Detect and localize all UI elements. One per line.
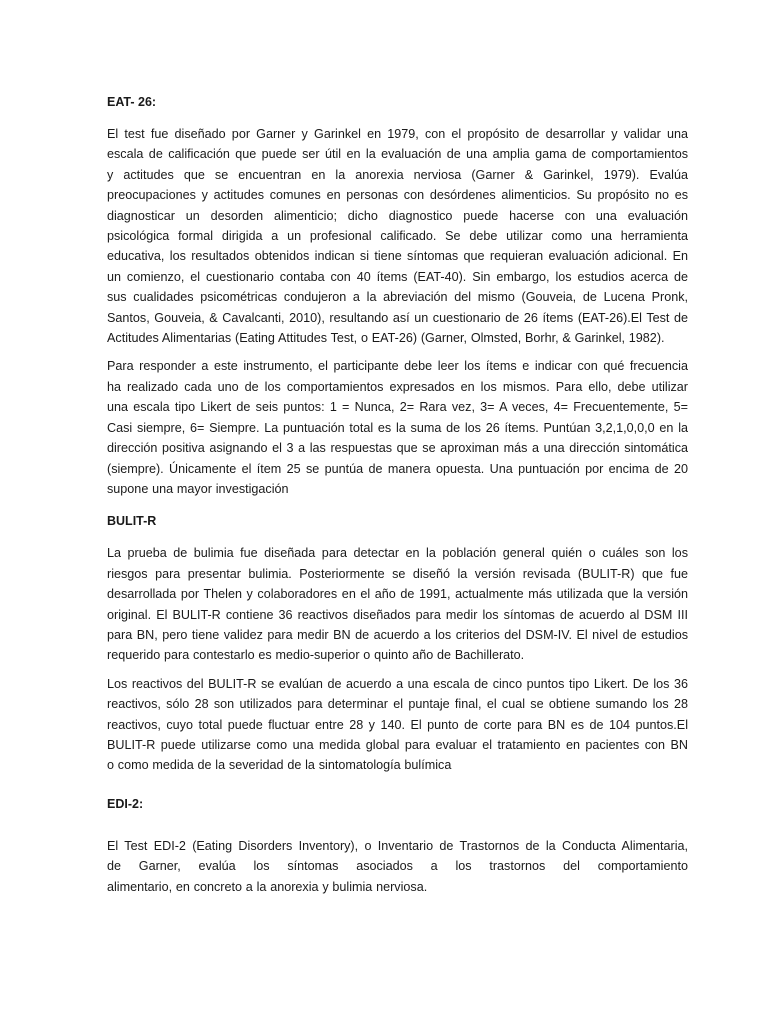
text-line: El test fue diseñado por Garner y Garinkel en 1979, con el propósito de desarrollar y validar una	[107, 127, 688, 141]
text-line: reactivos, sólo 28 son utilizados para determinar el puntaje final, el cual se obtiene sumando los 28	[107, 697, 688, 712]
text-line: psicológica formal dirigida a un profesional calificado. Se debe utilizar como una herramienta	[107, 229, 688, 244]
text-line: Los reactivos del BULIT-R se evalúan de acuerdo a una escala de cinco puntos tipo Likert. De los 36	[107, 676, 688, 691]
text-line: escala de calificación que puede ser útil en la evaluación de una amplia gama de comportamientos	[107, 147, 688, 162]
text-line: reactivos, cuyo total puede fluctuar entre 28 y 140. El punto de corte para BN es de 104 puntos.El	[107, 717, 688, 732]
text-line: de Garner, evalúa los síntomas asociados a los trastornos del comportamiento	[107, 859, 688, 874]
text-line: Para responder a este instrumento, el participante debe leer los ítems e indicar con qué frecuencia	[107, 359, 688, 374]
text-line: riesgos para presentar bulimia. Posteriormente se diseñó la versión revisada (BULIT-R) que fue	[107, 566, 688, 581]
section-heading-eat26: EAT- 26:	[107, 95, 157, 109]
text-line: educativa, los resultados obtenidos indican si tiene síntomas que requieran evaluación adicional. En	[107, 249, 688, 264]
text-line: (siempre). Únicamente el ítem 25 se puntúa de manera opuesta. Una puntuación por encima de 20	[107, 461, 688, 476]
text-line: Casi siempre, 6= Siempre. La puntuación total es la suma de los 26 ítems. Puntúan 3,2,1,0,0,0 en la	[107, 420, 688, 435]
text-line: BULIT-R puede utilizarse como una medida global para evaluar el tratamiento en pacientes con BN	[107, 737, 688, 752]
text-line: La prueba de bulimia fue diseñada para detectar en la población general quién o cuáles son los	[107, 546, 688, 561]
paragraph	[107, 836, 688, 897]
text-line: sus cualidades psicométricas condujeron a la abreviación del mismo (Gouveia, de Lucena Pronk,	[107, 290, 688, 305]
section-heading-edi2: EDI-2:	[107, 796, 144, 811]
text-line: o como medida de la severidad de la sintomatología bulímica	[107, 758, 452, 773]
text-line: diagnosticar un desorden alimenticio; dicho diagnostico puede hacerse con una evaluación	[107, 208, 688, 223]
text-line: una escala tipo Likert de seis puntos: 1 = Nunca, 2= Rara vez, 3= A veces, 4= Frecuentemente, 5=	[107, 400, 688, 415]
text-line: alimentario, en concreto a la anorexia y bulimia nerviosa.	[107, 879, 428, 894]
text-line: Santos, Gouveia, & Cavalcanti, 2010), resultando así un cuestionario de 26 ítems (EAT-26).El Test de	[107, 310, 688, 325]
text-line: El Test EDI-2 (Eating Disorders Inventory), o Inventario de Trastornos de la Conducta Alimentaria,	[107, 838, 688, 853]
text-line: original. El BULIT-R contiene 36 reactivos diseñados para medir los síntomas de acuerdo al DSM III	[107, 607, 688, 622]
paragraph	[107, 124, 688, 348]
text-line: y actitudes que se encuentran en la anorexia nerviosa (Garner & Garinkel, 1979). Evalúa	[107, 167, 688, 182]
text-line: un comienzo, el cuestionario contaba con 40 ítems (EAT-40). Sin embargo, los estudios acerca de	[107, 269, 688, 284]
section-heading-bulitr: BULIT-R	[107, 514, 157, 529]
text-line: ha realizado cada uno de los comportamientos expresados en los mismos. Para ello, debe utilizar	[107, 379, 688, 394]
text-line: dirección positiva asignando el 3 a las respuestas que se aproximan más a una dirección sintomática	[107, 441, 688, 456]
text-line: requerido para contestarlo es medio-superior o quinto año de Bachillerato.	[107, 648, 525, 663]
paragraph	[107, 674, 688, 776]
paragraph	[107, 356, 688, 499]
text-line: para BN, pero tiene validez para medir BN de acuerdo a los criterios del DSM-IV. El nivel de estudios	[107, 627, 688, 642]
paragraph	[107, 543, 688, 665]
text-line: preocupaciones y actitudes comunes en personas con desórdenes alimenticios. Su propósito no es	[107, 188, 688, 203]
text-line: desarrollada por Thelen y colaboradores en el año de 1991, actualmente más utilizada que la versión	[107, 587, 688, 602]
text-line: Actitudes Alimentarias (Eating Attitudes Test, o EAT-26) (Garner, Olmsted, Borhr, & Garinkel, 1982).	[107, 331, 665, 346]
text-line: supone una mayor investigación	[107, 481, 289, 496]
